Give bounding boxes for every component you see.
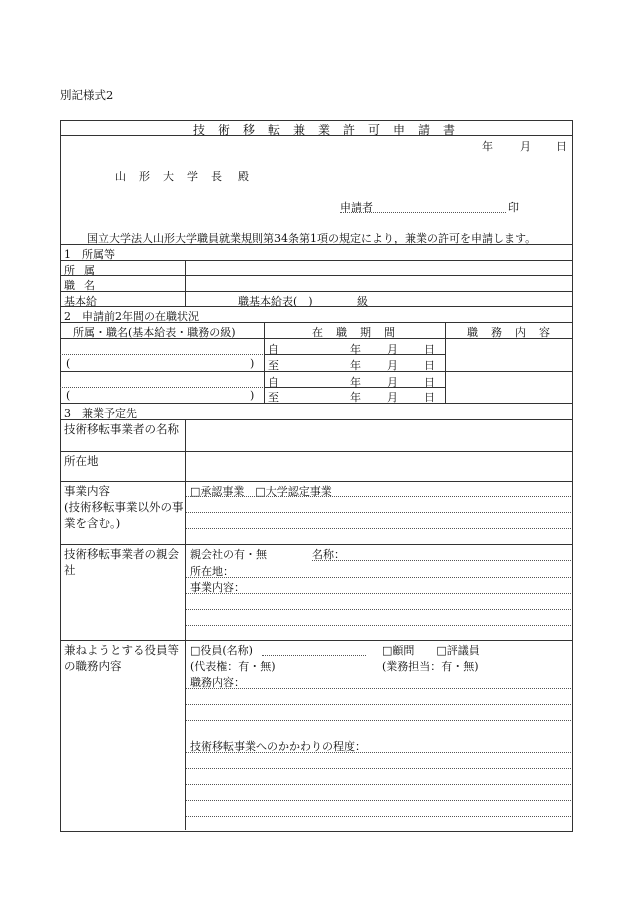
to-label: 至 (268, 391, 279, 404)
divider (60, 306, 572, 307)
col-duties: 職務内容 (467, 326, 563, 339)
entry-line[interactable] (186, 688, 571, 689)
divider (60, 640, 572, 641)
entry-line[interactable] (186, 625, 571, 626)
divider (60, 291, 572, 292)
parent-exists-field[interactable]: 親会社の有・無 (190, 548, 267, 561)
parent-business-label: 事業内容： (190, 581, 245, 594)
section3-heading: 3 兼業予定先 (64, 407, 137, 420)
divider (60, 403, 572, 404)
date-month: 月 (520, 140, 531, 153)
col-affiliation: 所属・職名(基本給表・職務の級) (73, 326, 236, 339)
grade-label: 級 (357, 295, 368, 308)
section2-heading: 2 申請前2年間の在職状況 (64, 310, 199, 323)
day-label: 日 (424, 391, 435, 404)
section1-heading: 1 所属等 (64, 248, 115, 261)
business-note: (技術移転事業以外の事業を含む。) (64, 500, 184, 530)
paren-close: ) (250, 389, 255, 402)
month-label: 月 (387, 343, 398, 356)
from-label: 自 (268, 376, 279, 389)
base-salary-label: 基本給 (64, 295, 97, 308)
addressee: 山形大学長 (115, 170, 235, 183)
from-label: 自 (268, 343, 279, 356)
business-options[interactable]: □承認事業 □大学認定事業 (190, 485, 332, 498)
month-label: 月 (387, 359, 398, 372)
col-period: 在職期間 (312, 326, 408, 339)
entry-line[interactable] (312, 560, 571, 561)
officer-option[interactable]: □役員(名称) (190, 644, 253, 657)
divider (60, 419, 572, 420)
role-label: 兼ねようとする役員等の職務内容 (64, 643, 179, 673)
year-label: 年 (350, 376, 361, 389)
divider (445, 322, 446, 403)
parent-address-label: 所在地： (190, 565, 234, 578)
entry-line[interactable] (186, 528, 571, 529)
business-label: 事業内容 (64, 484, 110, 498)
to-label: 至 (268, 359, 279, 372)
application-form (60, 120, 573, 832)
entry-line[interactable] (186, 512, 571, 513)
year-label: 年 (350, 343, 361, 356)
entry-line[interactable] (186, 593, 571, 594)
duties-label: 職務内容： (190, 676, 245, 689)
divider (60, 354, 265, 355)
divider (185, 260, 186, 306)
seal-mark: 印 (508, 201, 519, 214)
parent-company-label: 技術移転事業者の親会社 (64, 547, 179, 577)
paren-close: ) (250, 357, 255, 370)
parent-name-label: 名称： (312, 548, 345, 561)
applicant-label: 申請者 (340, 201, 373, 214)
honorific: 殿 (238, 170, 249, 183)
month-label: 月 (387, 376, 398, 389)
divider (60, 481, 572, 482)
divider (60, 275, 572, 276)
divider (60, 451, 572, 452)
form-label: 別記様式2 (60, 88, 114, 102)
address-label: 所在地 (64, 454, 99, 468)
divider (60, 338, 572, 339)
form-title: 技術移転兼業許可申請書 (193, 123, 469, 137)
divider (60, 371, 572, 372)
day-label: 日 (424, 376, 435, 389)
day-label: 日 (424, 359, 435, 372)
entry-line[interactable] (186, 784, 571, 785)
year-label: 年 (350, 359, 361, 372)
divider (60, 244, 572, 245)
paren-open: ( (66, 389, 71, 402)
applicant-signature-line[interactable] (340, 212, 506, 213)
divider (264, 322, 265, 403)
entry-line[interactable] (186, 800, 571, 801)
representation-field[interactable]: (代表権：有・無) (190, 660, 276, 673)
entry-line[interactable] (262, 655, 366, 656)
paren-open: ( (66, 357, 71, 370)
divider (60, 135, 572, 136)
divider (60, 544, 572, 545)
salary-table-field[interactable]: 職基本給表( ) (238, 295, 313, 308)
entry-line[interactable] (186, 704, 571, 705)
divider (60, 260, 572, 261)
entry-line[interactable] (186, 496, 571, 497)
involvement-label: 技術移転事業へのかかわりの程度： (190, 740, 366, 753)
month-label: 月 (387, 391, 398, 404)
company-name-label: 技術移転事業者の名称 (64, 422, 179, 436)
entry-line[interactable] (186, 752, 571, 753)
entry-line[interactable] (186, 768, 571, 769)
entry-line[interactable] (186, 577, 571, 578)
date-year: 年 (482, 140, 493, 153)
job-title-label: 職名 (64, 279, 104, 292)
year-label: 年 (350, 391, 361, 404)
divider (60, 322, 572, 323)
affiliation-label: 所属 (64, 264, 104, 277)
entry-line[interactable] (186, 816, 571, 817)
in-charge-field[interactable]: (業務担当：有・無) (382, 660, 479, 673)
application-statement: 国立大学法人山形大学職員就業規則第34条第1項の規定により，兼業の許可を申請します。 (87, 232, 537, 245)
day-label: 日 (424, 343, 435, 356)
entry-line[interactable] (186, 609, 571, 610)
advisor-options[interactable]: □顧問 □評議員 (382, 644, 480, 657)
date-day: 日 (556, 140, 567, 153)
divider (60, 387, 265, 388)
entry-line[interactable] (186, 720, 571, 721)
